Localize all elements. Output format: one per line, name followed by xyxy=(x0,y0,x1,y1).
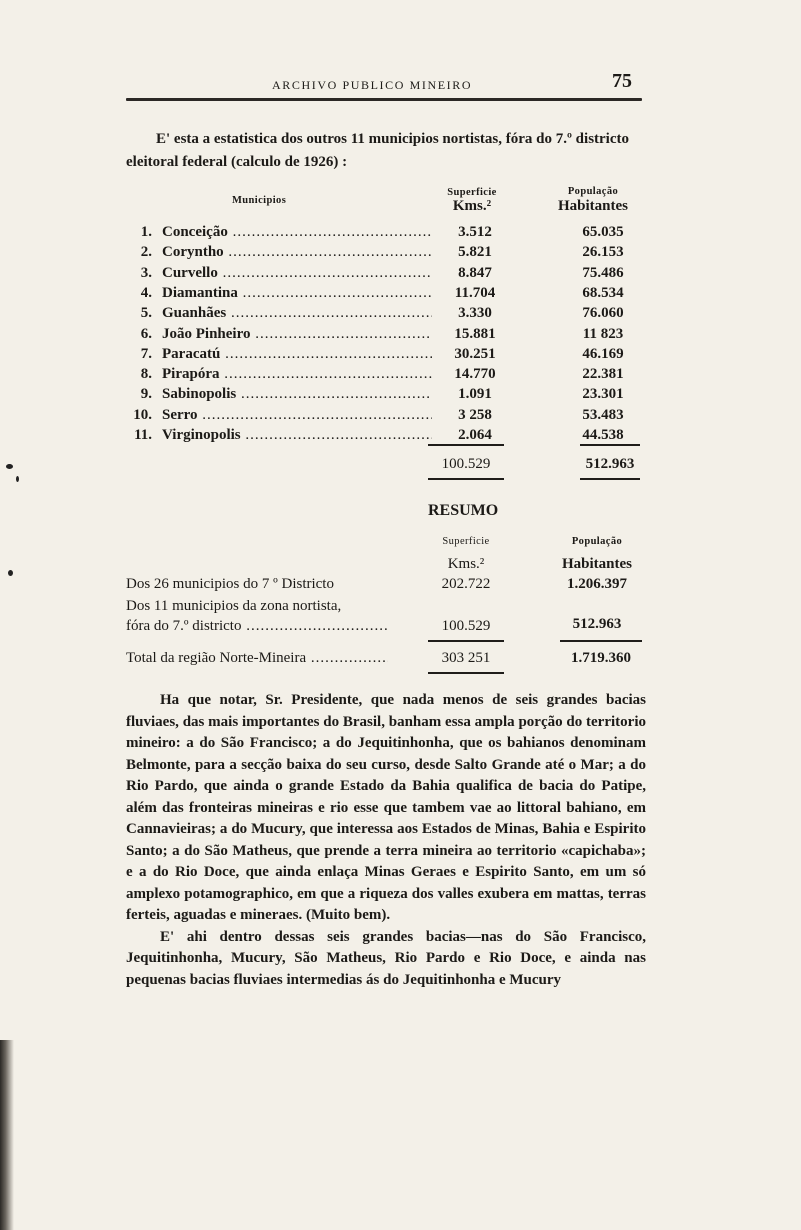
row-number: 11. xyxy=(134,427,152,443)
body-paragraph-2: E' ahi dentro dessas seis grandes bacias—nas do São Francisco, Jequitinhonha, Mucury, São Matheus, Rio Pardo e Rio Doce, e ainda nas pequenas bacias fluviaes intermedias ás do Jequitinhonha e Mucury xyxy=(126,928,646,988)
resumo-total-rule-pop xyxy=(560,640,642,642)
table-total-superficie: 100.529 xyxy=(441,456,491,472)
municipio-name: Curvello ..... xyxy=(162,265,432,282)
page-edge-shadow xyxy=(0,1040,14,1230)
row-number: 5. xyxy=(140,305,152,322)
scan-speck xyxy=(8,570,13,576)
table-row xyxy=(126,244,646,264)
resumo-col-superficie: Superficie xyxy=(442,536,490,547)
col-header-populacao: População xyxy=(567,186,619,197)
table-row xyxy=(126,285,646,305)
row-populacao: 23.301 xyxy=(582,386,624,403)
resumo-total-label xyxy=(126,650,388,667)
municipio-name: Paracatú ..... xyxy=(162,346,432,363)
municipio-name: Virginopolis ..... xyxy=(162,427,432,444)
row-superficie: 3 258 xyxy=(458,406,492,423)
resumo-row1-populacao: 1.206.397 xyxy=(567,576,627,592)
municipio-name: Guanhães ..... xyxy=(162,305,432,322)
total-rule-pop xyxy=(580,444,640,446)
total-rule-sup xyxy=(428,444,504,446)
row-populacao: 11 823 xyxy=(582,325,624,342)
row-populacao: 65.035 xyxy=(582,224,624,240)
row-superficie: 15.881 xyxy=(454,325,496,342)
row-populacao: 26.153 xyxy=(582,244,624,261)
resumo-col-superficie-unit: Kms.² xyxy=(447,556,485,572)
table-row xyxy=(126,265,646,285)
row-number: 8. xyxy=(140,366,152,383)
page-number: 75 xyxy=(612,70,632,92)
row-superficie: 5.821 xyxy=(458,244,492,261)
row-superficie: 2.064 xyxy=(458,427,492,443)
resumo-total-populacao: 1.719.360 xyxy=(571,650,631,666)
resumo-row2-superficie: 100.529 xyxy=(441,618,491,634)
table-row xyxy=(126,407,646,427)
resumo-row2-label-line1: Dos 11 municipios da zona nortista, xyxy=(126,598,342,614)
row-number: 4. xyxy=(140,284,152,301)
table-row xyxy=(126,346,646,366)
table-row xyxy=(126,427,646,447)
row-superficie: 14.770 xyxy=(454,366,496,383)
resumo-total-underline xyxy=(428,672,504,674)
row-populacao: 68.534 xyxy=(582,284,624,301)
row-superficie: 8.847 xyxy=(458,264,492,281)
municipio-name: Diamantina ..... xyxy=(162,285,432,302)
resumo-total-label-text: Total da região Norte-Mineira xyxy=(126,650,307,666)
row-populacao: 76.060 xyxy=(582,305,624,322)
resumo-total-rule-sup xyxy=(428,640,504,642)
intro-paragraph xyxy=(126,128,646,174)
col-header-populacao-unit: Habitantes xyxy=(557,198,628,214)
body-text xyxy=(126,690,646,991)
table-row xyxy=(126,326,646,346)
resumo-row1-label: Dos 26 municipios do 7 º Districto xyxy=(126,576,334,592)
col-header-superficie-unit: Kms.² xyxy=(452,198,492,214)
resumo-row2-populacao: 512.963 xyxy=(572,616,622,632)
total-underline-sup xyxy=(428,478,504,480)
resumo-total-superficie: 303 251 xyxy=(441,650,491,666)
header-rule xyxy=(126,98,642,101)
row-superficie: 1.091 xyxy=(458,386,492,403)
row-number: 2. xyxy=(140,244,152,261)
intro-text: E' esta a estatistica dos outros 11 municipios nortistas, fóra do 7.º districto eleitoral federal (calculo de 1926) : xyxy=(126,131,630,170)
row-number: 6. xyxy=(140,325,152,342)
table-row xyxy=(126,386,646,406)
body-paragraph-1: Ha que notar, Sr. Presidente, que nada menos de seis grandes bacias fluviaes, das mais importantes do Brasil, banham essa ampla porção do territorio mineiro: a do São Francisco; a do Jequitinhonha, que os bahianos denominam Belmonte, para a secção baixa do seu curso, desde Salto Grande até o Mar; a do Rio Pardo, que ainda o grande Estado da Bahia qualifica de bacia do Patipe, além das fronteiras mineiras e rio esse que tambem vae ao littoral bahiano, em Cannavieiras; a do Mucury, que interessa aos Estados de Minas, Bahia e Espirito Santo; a do São Matheus, que prende a terra mineira ao territorio «capichaba»; e a do Rio Doce, que ainda enlaça Minas Geraes e Espirito Santo, em um só amplexo potamographico, em que a riqueza dos valles exubera em mattas, terras ferteis, aguadas e mineraes. (Muito bem). xyxy=(126,692,646,923)
municipio-name: Corynthо ..... xyxy=(162,244,432,261)
row-number: 1. xyxy=(140,224,152,240)
row-populacao: 75.486 xyxy=(582,264,624,281)
row-number: 7. xyxy=(140,345,152,362)
row-superficie: 3.330 xyxy=(458,305,492,322)
row-populacao: 44.538 xyxy=(582,427,624,443)
resumo-title: RESUMO xyxy=(428,502,499,519)
col-header-municipios: Municipios xyxy=(232,195,287,206)
table-row xyxy=(126,305,646,325)
resumo-row2-label-line2 xyxy=(126,618,388,635)
row-superficie: 11.704 xyxy=(454,284,496,301)
resumo-row2-label-text: fóra do 7.º districto xyxy=(126,618,242,634)
municipio-name: Pirapóra ..... xyxy=(162,366,432,383)
municipio-name: Serro ..... xyxy=(162,407,432,424)
table-row xyxy=(126,366,646,386)
row-populacao: 22.381 xyxy=(582,366,624,383)
running-header: ARCHIVO PUBLICO MINEIRO xyxy=(272,78,473,92)
row-populacao: 53.483 xyxy=(582,406,624,423)
resumo-row1-superficie: 202.722 xyxy=(441,576,491,592)
scan-speck xyxy=(16,476,19,482)
municipio-name: Conceição ..... xyxy=(162,224,432,241)
table-total-populacao: 512.963 xyxy=(585,456,635,472)
row-number: 9. xyxy=(140,386,152,403)
table-row xyxy=(126,224,646,244)
municipio-name: Sabinopolis ..... xyxy=(162,386,432,403)
total-underline-pop xyxy=(580,478,640,480)
scan-speck xyxy=(6,464,13,469)
row-superficie: 3.512 xyxy=(458,224,492,240)
resumo-col-populacao: População xyxy=(571,536,623,547)
resumo-col-populacao-unit: Habitantes xyxy=(561,556,632,572)
row-populacao: 46.169 xyxy=(582,345,624,362)
row-number: 3. xyxy=(140,264,152,281)
row-number: 10. xyxy=(133,406,152,423)
municipio-name: João Pinheiro ..... xyxy=(162,326,432,343)
col-header-superficie: Superficie xyxy=(447,187,497,198)
row-superficie: 30.251 xyxy=(454,345,496,362)
